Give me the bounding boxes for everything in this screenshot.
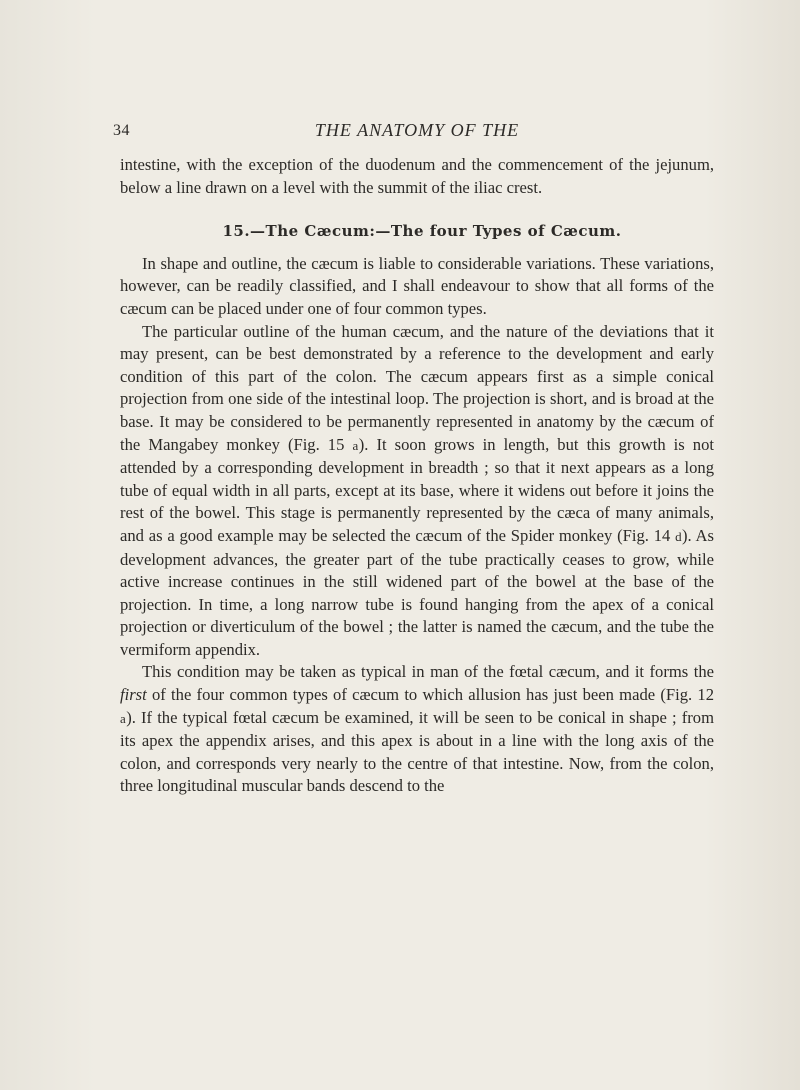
running-head [113, 120, 713, 146]
page-number: 34 [113, 122, 130, 139]
paragraph-3-text-1: This condition may be taken as typical in man of the fœtal cæcum, and it forms the [142, 662, 714, 682]
paragraph-3 [120, 661, 714, 798]
paragraph-2-text-2: ). It soon grows in length, but this growth is not attended by a corresponding development in breadth ; so that it next appears as a long tube of equal width in all parts, except at its base, where it widens out before it joins the rest of the bowel. This stage is permanently represented by the cæca of many animals, and as a good example may be selected the cæcum of the Spider monkey (Fig. 14 [120, 434, 714, 545]
italic-word: first [120, 685, 147, 705]
section-heading: 15.—The Cæcum:—The four Types of Cæcum. [222, 222, 622, 241]
body-text [120, 154, 714, 798]
paragraph-3-text-3: ). If the typical fœtal cæcum be examined, it will be seen to be conical in shape ; from its apex the appendix arises, and this apex is about in a line with the long axis of the colon, and corresponds very nearly to the centre of that intestine. Now, from the colon, three longitudinal muscular bands descend to the [120, 707, 714, 796]
paragraph-2-text-1: The particular outline of the human cæcum, and the nature of the deviations that it may present, can be best demonstrated by a reference to the development and early condition of this part of the colon. The cæcum appears first as a simple conical projection from one side of the intestinal loop. The projection is short, and is broad at the base. It may be considered to be permanently represented in anatomy by the cæcum of the Mangabey monkey (Fig. 15 [120, 321, 714, 454]
figure-letter: a [352, 437, 359, 453]
figure-letter: d [675, 528, 683, 544]
figure-letter: a [120, 710, 127, 726]
paragraph-1: In shape and outline, the cæcum is liable to considerable variations. These variations, however, can be readily classified, and I shall endeavour to show that all forms of the cæcum can be placed under one of four common types. [120, 253, 714, 318]
paragraph-continued: intestine, with the exception of the duodenum and the commencement of the jejunum, below a line drawn on a level with the summit of the iliac crest. [120, 155, 714, 197]
paragraph-2-text-3: ). As development advances, the greater part of the tube practically ceases to grow, while active increase continues in the still widened part of the bowel at the base of the projection. In time, a long narrow tube is found hanging from the apex of a conical projection or diverticulum of the bowel ; the latter is named the cæcum, and the tube the vermiform appendix. [120, 525, 714, 659]
paragraph-2 [120, 321, 714, 662]
running-title: THE ANATOMY OF THE [314, 120, 520, 140]
paragraph-3-text-2: of the four common types of cæcum to which allusion has just been made (Fig. 12 [146, 685, 714, 705]
